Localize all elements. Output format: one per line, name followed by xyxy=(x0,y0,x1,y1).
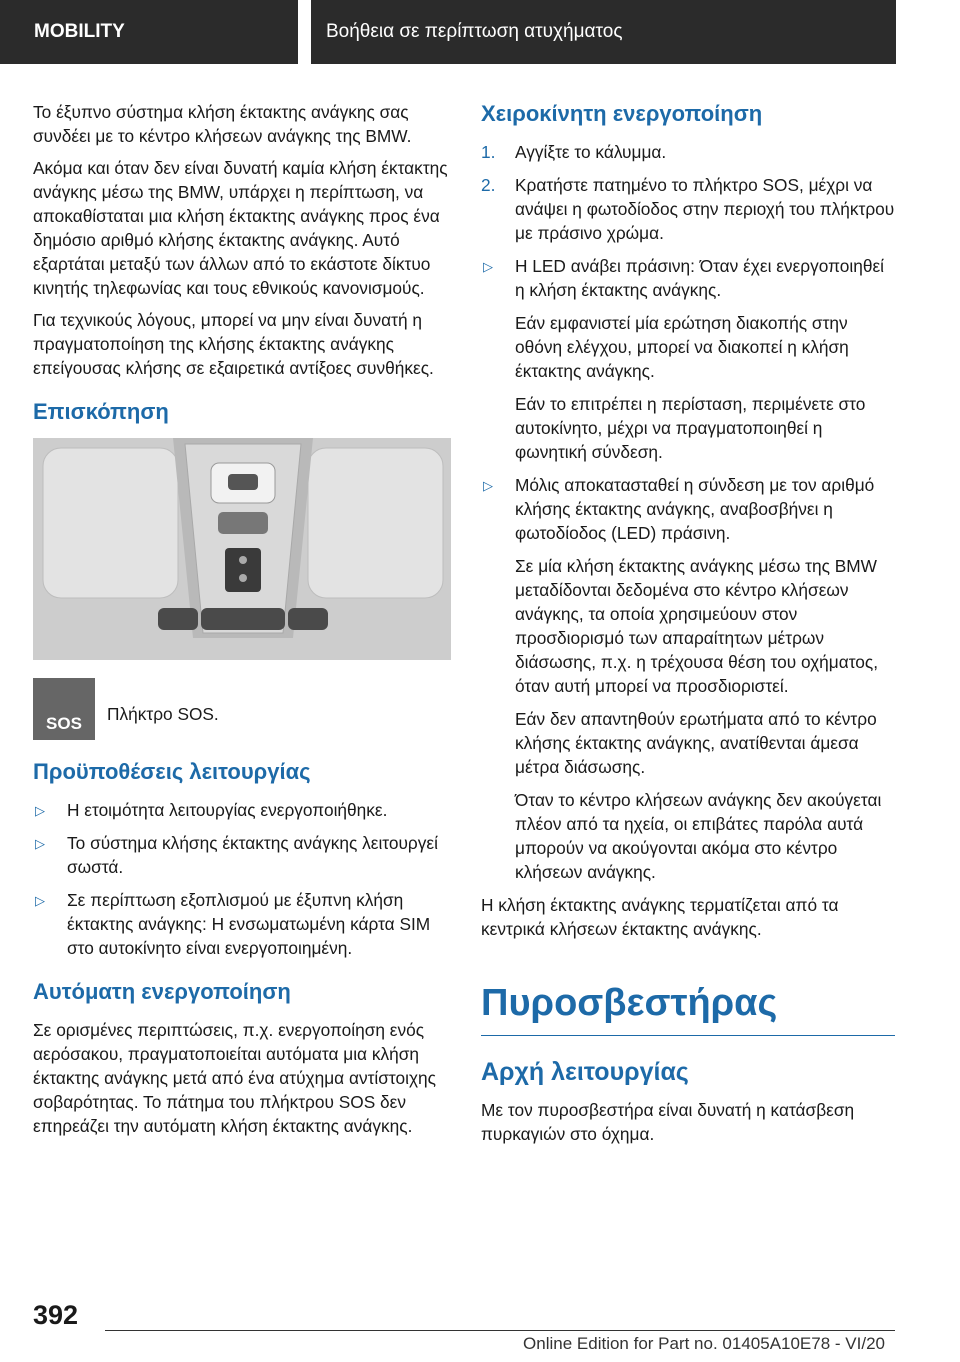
paragraph: Σε ορισμένες περιπτώσεις, π.χ. ενεργοποίηση ενός αερόσακου, πραγματοποιείται αυτόματα μια κλήση έκτακτης ανάγκης μετά από ένα ατύχημα αντίστοιχης σοβαρότητας. Το πάτημα του πλήκτρου SOS δεν επηρεάζει την αυτόματη κλήση έκτακτης ανάγκης. xyxy=(33,1020,436,1136)
chapter-title: Βοήθεια σε περίπτωση ατυχήματος xyxy=(311,0,896,64)
section-heading-automatic: Αυτόματη ενεργοποίηση xyxy=(33,979,291,1004)
section-heading-manual: Χειροκίνητη ενεργοποίηση xyxy=(481,101,763,126)
right-column xyxy=(481,100,895,1154)
step-item: 1. Αγγίξτε το κάλυμμα. xyxy=(481,142,667,162)
list-item: ▷ Το σύστημα κλήσης έκτακτης ανάγκης λειτουργεί σωστά. xyxy=(35,833,438,877)
list-item: ▷ Η ετοιμότητα λειτουργίας ενεργοποιήθηκε. xyxy=(33,798,451,822)
sos-caption: Πλήκτρο SOS. xyxy=(107,704,219,724)
page-number: 392 xyxy=(33,1300,79,1330)
roof-console-illustration xyxy=(33,438,451,660)
paragraph: Με τον πυροσβεστήρα είναι δυνατή η κατάσβεση πυρκαγιών στο όχημα. xyxy=(481,1100,855,1144)
step-item: 2. Κρατήστε πατημένο το πλήκτρο SOS, μέχρι να ανάψει η φωτοδίοδος στην περιοχή του πλήκτρου με πράσινο χρώμα. xyxy=(481,175,895,243)
list-item: ▷ Μόλις αποκατασταθεί η σύνδεση με τον αριθμό κλήσης έκτακτης ανάγκης, αναβοσβήνει η φωτοδίοδος (LED) πράσινη. xyxy=(483,475,875,543)
left-column xyxy=(33,100,451,1146)
list-item: ▷ Σε περίπτωση εξοπλισμού με έξυπνη κλήση έκτακτης ανάγκης: Η ενσωματωμένη κάρτα SIM στο αυτοκίνητο είναι ενεργοποιημένη. xyxy=(35,890,431,958)
sos-icon xyxy=(33,678,95,740)
section-tab: MOBILITY xyxy=(0,0,298,64)
footer-divider xyxy=(105,1330,895,1331)
sos-icon-label: SOS xyxy=(46,714,82,733)
chapter-heading-extinguisher: Πυροσβεστήρας xyxy=(481,981,895,1036)
list-item: ▷ Η LED ανάβει πράσινη: Όταν έχει ενεργοποιηθεί η κλήση έκτακτης ανάγκης. xyxy=(483,256,885,300)
sub-paragraph: Εάν δεν απαντηθούν ερωτήματα από το κέντρο κλήσης έκτακτης ανάγκης, ανατίθενται άμεσα μέτρα διάσωσης. xyxy=(515,709,877,777)
triangle-bullet-icon: ▷ xyxy=(483,259,493,274)
paragraph: Η κλήση έκτακτης ανάγκης τερματίζεται από τα κεντρικά κλήσεων έκτακτης ανάγκης. xyxy=(481,895,839,939)
edition-footer: Online Edition for Part no. 01405A10E78 - VI/20 xyxy=(523,1334,885,1353)
sos-caption-row xyxy=(33,678,451,740)
triangle-bullet-icon: ▷ xyxy=(35,836,45,851)
paragraph: Για τεχνικούς λόγους, μπορεί να μην είναι δυνατή η πραγματοποίηση της κλήσης έκτακτης ανάγκης επείγουσας κλήσης σε εξαιρετικά αντίξοες συνθήκες. xyxy=(33,310,434,378)
roof-console-photo xyxy=(33,438,451,660)
sub-paragraph: Όταν το κέντρο κλήσεων ανάγκης δεν ακούγεται πλέον από τα ηχεία, οι επιβάτες παρόλα αυτά μπορούν να ακούγονται ακόμα στο κέντρο κλήσεων ανάγκης. xyxy=(515,790,882,882)
sub-paragraph: Εάν το επιτρέπει η περίσταση, περιμένετε στο αυτοκίνητο, μέχρι να πραγματοποιηθεί η φωνητική σύνδεση. xyxy=(515,394,866,462)
intro-paragraph: Το έξυπνο σύστημα κλήση έκτακτης ανάγκης σας συνδέει με το κέντρο κλήσεων ανάγκης της BMW. xyxy=(33,102,412,146)
triangle-bullet-icon: ▷ xyxy=(35,893,45,908)
sub-paragraph: Σε μία κλήση έκτακτης ανάγκης μέσω της BMW μεταδίδονται δεδομένα στο κέντρο κλήσεων ανάγκης, τα οποία χρησιμεύουν στον προσδιορισμό των απαραίτητων μέτρων διάσωσης, π.χ. η τρέχουσα θέση του οχήματος, όταν αυτή μπορεί να προσδιοριστεί. xyxy=(515,556,879,696)
section-heading-principle: Αρχή λειτουργίας xyxy=(481,1058,689,1086)
triangle-bullet-icon: ▷ xyxy=(35,803,45,818)
section-heading-overview: Επισκόπηση xyxy=(33,399,169,424)
section-heading-prerequisites: Προϋποθέσεις λειτουργίας xyxy=(33,759,311,784)
triangle-bullet-icon: ▷ xyxy=(483,478,493,493)
paragraph: Ακόμα και όταν δεν είναι δυνατή καμία κλήση έκτακτης ανάγκης μέσω της BMW, υπάρχει η περίπτωση, να αποκαθίσταται μια κλήση έκτακτης ανάγκης προς ένα δημόσιο αριθμό κλήσης έκτακτης ανάγκης. Αυτό εξαρτάται μεταξύ των άλλων από το εκάστοτε δίκτυο κινητής τηλεφωνίας και τους εθνικούς κανονισμούς. xyxy=(33,158,448,298)
sub-paragraph: Εάν εμφανιστεί μία ερώτηση διακοπής στην οθόνη ελέγχου, μπορεί να διακοπεί η κλήση έκτακτης ανάγκης. xyxy=(515,313,849,381)
